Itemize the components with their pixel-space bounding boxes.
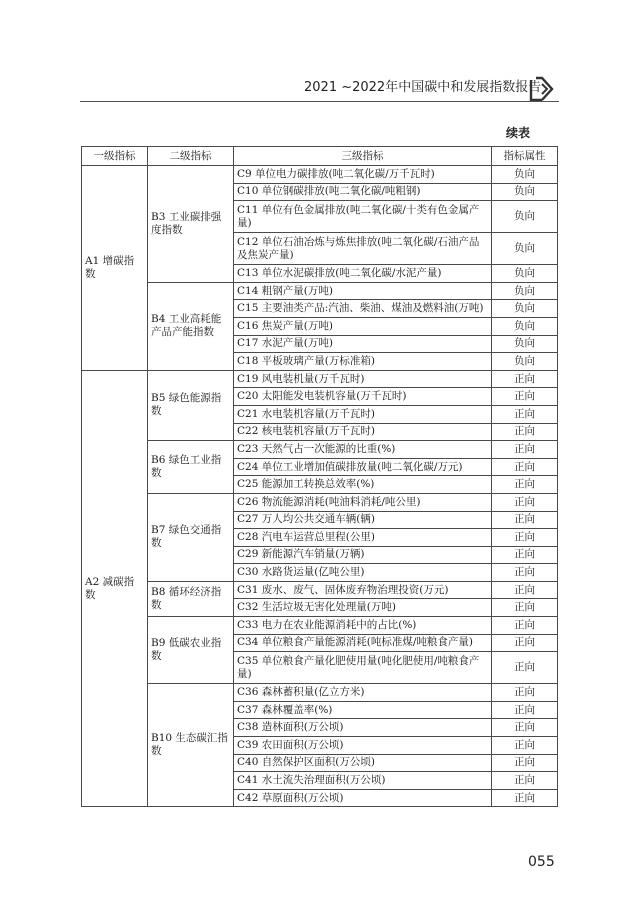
level3-cell: C11 单位有色金属排放(吨二氧化碳/十类有色金属产量): [234, 201, 492, 233]
running-header-title: 2021 ~2022年中国碳中和发展指数报告: [304, 80, 542, 95]
level2-cell-b10: B10 生态碳汇指数: [148, 684, 234, 807]
attribute-cell: 负向: [492, 183, 558, 201]
table-row: [82, 282, 558, 300]
level3-cell: C34 单位粮食产量能源消耗(吨标准煤/吨粮食产量): [234, 634, 492, 652]
attribute-cell: 正向: [492, 405, 558, 423]
level3-cell: C25 能源加工转换总效率(%): [234, 476, 492, 494]
attribute-cell: 正向: [492, 546, 558, 564]
level3-cell: C26 物流能源消耗(吨油料消耗/吨公里): [234, 493, 492, 511]
attribute-cell: 正向: [492, 789, 558, 807]
level3-cell: C14 粗钢产量(万吨): [234, 282, 492, 300]
attribute-cell: 负向: [492, 166, 558, 184]
attribute-cell: 负向: [492, 201, 558, 233]
attribute-cell: 正向: [492, 581, 558, 599]
level3-cell: C21 水电装机容量(万千瓦时): [234, 405, 492, 423]
level3-cell: C31 废水、废气、固体废弃物治理投资(万元): [234, 581, 492, 599]
level2-cell-b4: B4 工业高耗能产品产能指数: [148, 282, 234, 370]
level3-cell: C36 森林蓄积量(亿立方米): [234, 684, 492, 702]
table-row: [82, 441, 558, 459]
level3-cell: C17 水泥产量(万吨): [234, 335, 492, 353]
column-header-level3: 三级指标: [234, 147, 492, 166]
chevron-logo-icon: [528, 74, 556, 104]
level3-cell: C30 水路货运量(亿吨公里): [234, 564, 492, 582]
level3-cell: C40 自然保护区面积(万公顷): [234, 754, 492, 772]
level1-cell-a1: A1 增碳指数: [82, 166, 148, 371]
level2-cell-b3: B3 工业碳排强度指数: [148, 166, 234, 283]
attribute-cell: 负向: [492, 317, 558, 335]
column-header-attribute: 指标属性: [492, 147, 558, 166]
attribute-cell: 正向: [492, 617, 558, 635]
table-row: [82, 581, 558, 599]
attribute-cell: 负向: [492, 353, 558, 371]
level3-cell: C18 平板玻璃产量(万标准箱): [234, 353, 492, 371]
attribute-cell: 正向: [492, 370, 558, 388]
level3-cell: C19 风电装机量(万千瓦时): [234, 370, 492, 388]
level3-cell: C29 新能源汽车销量(万辆): [234, 546, 492, 564]
level3-cell: C16 焦炭产量(万吨): [234, 317, 492, 335]
level3-cell: C42 草原面积(万公顷): [234, 789, 492, 807]
level3-cell: C23 天然气占一次能源的比重(%): [234, 441, 492, 459]
level3-cell: C37 森林覆盖率(%): [234, 701, 492, 719]
level3-cell: C32 生活垃圾无害化处理量(万吨): [234, 599, 492, 617]
level3-cell: C13 单位水泥碳排放(吨二氧化碳/水泥产量): [234, 265, 492, 283]
attribute-cell: 负向: [492, 265, 558, 283]
level2-cell-b7: B7 绿色交通指数: [148, 493, 234, 581]
attribute-cell: 正向: [492, 441, 558, 459]
level1-cell-a2: A2 减碳指数: [82, 370, 148, 807]
attribute-cell: 正向: [492, 599, 558, 617]
attribute-cell: 正向: [492, 737, 558, 755]
level3-cell: C20 太阳能发电装机容量(万千瓦时): [234, 388, 492, 406]
attribute-cell: 正向: [492, 719, 558, 737]
attribute-cell: 正向: [492, 772, 558, 790]
attribute-cell: 负向: [492, 282, 558, 300]
level3-cell: C10 单位钢碳排放(吨二氧化碳/吨粗钢): [234, 183, 492, 201]
attribute-cell: 正向: [492, 652, 558, 684]
table-row: [82, 166, 558, 184]
level2-cell-b5: B5 绿色能源指数: [148, 370, 234, 440]
level3-cell: C35 单位粮食产量化肥使用量(吨化肥使用/吨粮食产量): [234, 652, 492, 684]
attribute-cell: 正向: [492, 476, 558, 494]
attribute-cell: 正向: [492, 634, 558, 652]
level2-cell-b8: B8 循环经济指数: [148, 581, 234, 616]
attribute-cell: 正向: [492, 458, 558, 476]
level3-cell: C15 主要油类产品:汽油、柴油、煤油及燃料油(万吨): [234, 300, 492, 318]
level3-cell: C41 水土流失治理面积(万公顷): [234, 772, 492, 790]
table-row: [82, 617, 558, 635]
attribute-cell: 负向: [492, 335, 558, 353]
column-header-level2: 二级指标: [148, 147, 234, 166]
level3-cell: C33 电力在农业能源消耗中的占比(%): [234, 617, 492, 635]
level3-cell: C39 农田面积(万公顷): [234, 737, 492, 755]
table-header-row: [82, 147, 558, 166]
level3-cell: C12 单位石油冶炼与炼焦排放(吨二氧化碳/石油产品及焦炭产量): [234, 233, 492, 265]
level3-cell: C28 汽电车运营总里程(公里): [234, 529, 492, 547]
attribute-cell: 正向: [492, 388, 558, 406]
table-row: [82, 493, 558, 511]
level3-cell: C27 万人均公共交通车辆(辆): [234, 511, 492, 529]
column-header-level1: 一级指标: [82, 147, 148, 166]
level3-cell: C22 核电装机容量(万千瓦时): [234, 423, 492, 441]
attribute-cell: 正向: [492, 493, 558, 511]
level3-cell: C38 造林面积(万公顷): [234, 719, 492, 737]
table-row: [82, 684, 558, 702]
table-continued-label: 续表: [506, 126, 531, 140]
attribute-cell: 正向: [492, 511, 558, 529]
level3-cell: C24 单位工业增加值碳排放量(吨二氧化碳/万元): [234, 458, 492, 476]
page-number: 055: [528, 854, 555, 870]
indicator-table: [81, 146, 558, 807]
header-rule: [80, 101, 559, 102]
attribute-cell: 正向: [492, 701, 558, 719]
attribute-cell: 正向: [492, 529, 558, 547]
attribute-cell: 负向: [492, 300, 558, 318]
attribute-cell: 正向: [492, 423, 558, 441]
attribute-cell: 负向: [492, 233, 558, 265]
level3-cell: C9 单位电力碳排放(吨二氧化碳/万千瓦时): [234, 166, 492, 184]
table-row: [82, 370, 558, 388]
level2-cell-b9: B9 低碳农业指数: [148, 617, 234, 684]
attribute-cell: 正向: [492, 684, 558, 702]
attribute-cell: 正向: [492, 754, 558, 772]
level2-cell-b6: B6 绿色工业指数: [148, 441, 234, 494]
attribute-cell: 正向: [492, 564, 558, 582]
